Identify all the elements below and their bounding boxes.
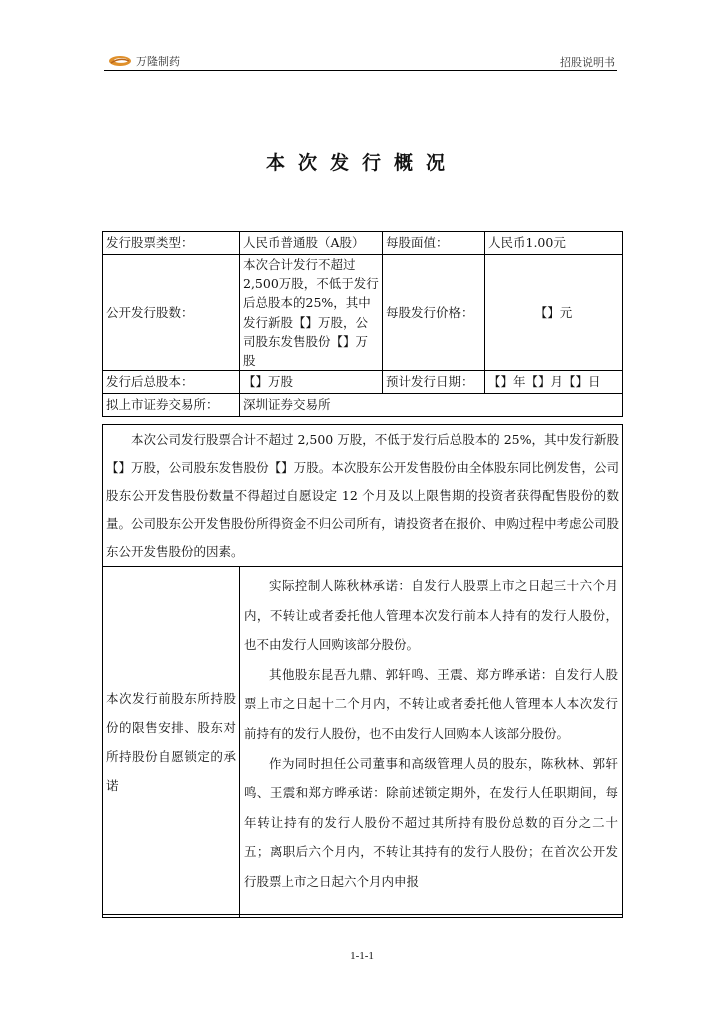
stock-type-value: 人民币普通股（A股） bbox=[240, 232, 383, 255]
par-value-label: 每股面值： bbox=[383, 232, 485, 255]
total-shares-value: 【】万股 bbox=[240, 371, 383, 394]
public-shares-value: 本次合计发行不超过2,500万股，不低于发行后总股本的25%，其中发行新股【】万股，公司股东发售股份【】万股 bbox=[240, 255, 383, 371]
issue-date-label: 预计发行日期： bbox=[383, 371, 485, 394]
offering-note: 本次公司发行股票合计不超过 2,500 万股，不低于发行后总股本的 25%，其中发行新股【】万股，公司股东发售股份【】万股。本次股东公开发售股份由全体股东同比例发售，公司股东公开发售股份数量不得超过自愿设定 12 个月及以上限售期的投资者获得配售股份的数量。公司股东公开发售股份所得资金不归公司所有，请投资者在报价、申购过程中考虑公司股东公开发售股份的因素。 bbox=[103, 425, 623, 567]
header-rule bbox=[104, 70, 617, 71]
company-logo bbox=[108, 53, 180, 69]
lockup-paragraph: 作为同时担任公司董事和高级管理人员的股东，陈秋林、郭轩鸣、王震和郑方晔承诺：除前述锁定期外，在发行人任职期间，每年转让持有的发行人股份不超过其所持有股份总数的百分之二十五；离职后六个月内，不转让其持有的发行人股份；在首次公开发行股票上市之日起六个月内申报 bbox=[244, 755, 619, 889]
lockup-paragraph: 实际控制人陈秋林承诺：自发行人股票上市之日起三十六个月内，不转让或者委托他人管理本次发行前本人持有的发行人股份，也不由发行人回购该部分股份。 bbox=[244, 578, 619, 653]
exchange-value: 深圳证券交易所 bbox=[240, 394, 623, 417]
issue-date-value: 【】年【】月【】日 bbox=[485, 371, 623, 394]
lockup-commitments bbox=[240, 567, 623, 918]
issue-price-label: 每股发行价格： bbox=[383, 255, 485, 371]
page-number: 1-1-1 bbox=[350, 950, 374, 962]
stock-type-label: 发行股票类型： bbox=[103, 232, 240, 255]
total-shares-label: 发行后总股本： bbox=[103, 371, 240, 394]
table-row bbox=[103, 567, 623, 918]
table-row bbox=[103, 371, 623, 394]
page-title: 本次发行概况 bbox=[265, 152, 458, 174]
offering-details-table bbox=[102, 424, 623, 918]
table-row bbox=[103, 425, 623, 567]
document-type: 招股说明书 bbox=[560, 56, 615, 69]
company-logo-icon bbox=[108, 55, 132, 67]
page-header bbox=[104, 50, 617, 70]
public-shares-label: 公开发行股数： bbox=[103, 255, 240, 371]
table-row bbox=[103, 394, 623, 417]
issue-price-value: 【】元 bbox=[485, 255, 623, 371]
lockup-paragraph: 其他股东昆吾九鼎、郭轩鸣、王震、郑方晔承诺：自发行人股票上市之日起十二个月内，不转让或者委托他人管理本人本次发行前持有的发行人股份，也不由发行人回购本人该部分股份。 bbox=[244, 666, 619, 741]
table-row bbox=[103, 232, 623, 255]
table-row bbox=[103, 255, 623, 371]
offering-info-table bbox=[102, 231, 623, 417]
lockup-label: 本次发行前股东所持股份的限售安排、股东对所持股份自愿锁定的承诺 bbox=[103, 567, 240, 918]
table-bottom-rule bbox=[102, 914, 622, 915]
company-name: 万隆制药 bbox=[136, 55, 180, 68]
exchange-label: 拟上市证券交易所： bbox=[103, 394, 240, 417]
par-value-value: 人民币1.00元 bbox=[485, 232, 623, 255]
